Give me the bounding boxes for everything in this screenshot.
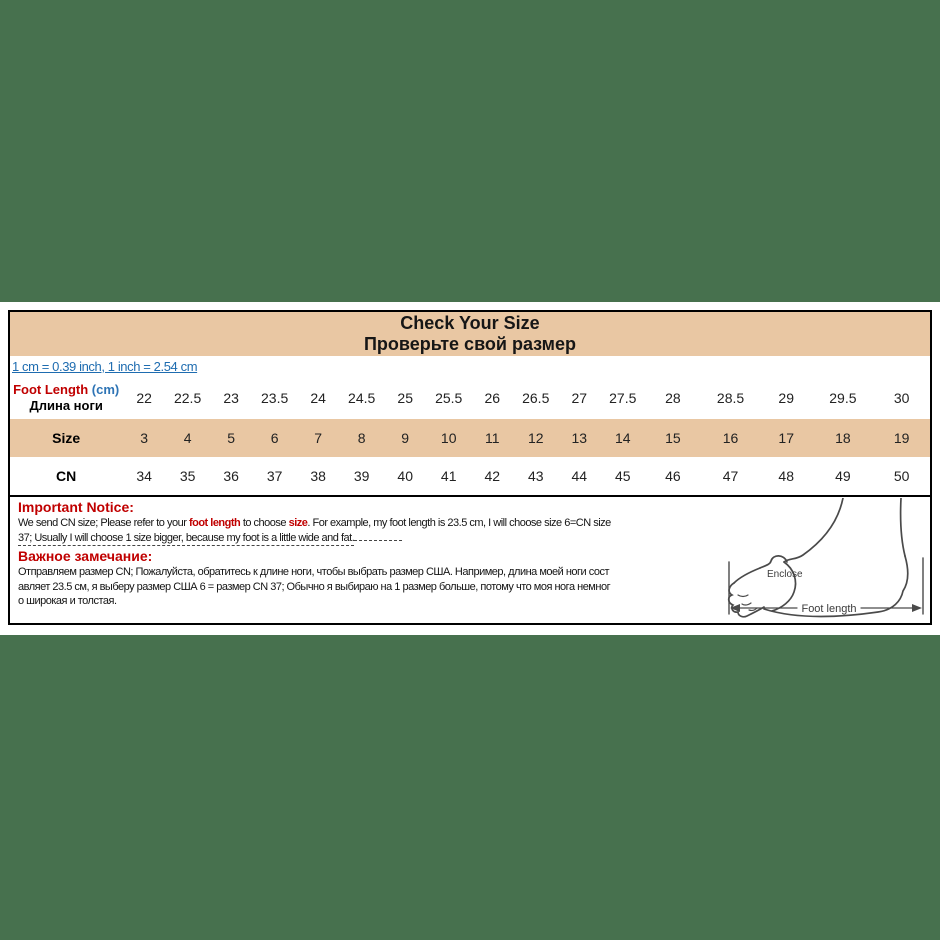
size-chart-panel (0, 302, 940, 635)
page-title-en: Check Your Size (400, 313, 540, 333)
foot-length-value: 23.5 (253, 377, 297, 419)
size-value: 11 (470, 419, 514, 457)
size-value: 9 (383, 419, 427, 457)
notice-ru-line2: авляет 23.5 см, я выберу размер США 6 = размер CN 37; Обычно я выбираю на 1 размер больше, потому что моя нога немног (18, 580, 611, 593)
foot-top-line (734, 568, 760, 583)
cn-value: 48 (760, 457, 813, 496)
cn-value: 36 (209, 457, 253, 496)
size-value: 12 (514, 419, 558, 457)
foot-measurement-diagram (727, 498, 927, 620)
page-title-ru: Проверьте свой размер (363, 334, 577, 354)
foot-length-label-ru: Длина ноги (29, 398, 103, 413)
cn-value: 35 (166, 457, 210, 496)
foot-length-value: 30 (873, 377, 931, 419)
cn-value: 34 (122, 457, 166, 496)
notice-en-line2: 37; Usually I will choose 1 size bigger, because my foot is a little wide and fat. (18, 531, 930, 546)
size-value: 10 (427, 419, 471, 457)
cn-value: 42 (470, 457, 514, 496)
conversion-row (9, 356, 931, 377)
foot-length-value: 27 (558, 377, 602, 419)
foot-length-value: 25 (383, 377, 427, 419)
foot-length-label-en: Foot Length (13, 382, 89, 397)
foot-length-row-label (9, 377, 122, 419)
cn-value: 50 (873, 457, 931, 496)
size-value: 6 (253, 419, 297, 457)
foot-length-value: 27.5 (601, 377, 645, 419)
cn-value: 41 (427, 457, 471, 496)
table-title-row (9, 311, 931, 356)
foot-length-value: 29.5 (813, 377, 874, 419)
size-value: 5 (209, 419, 253, 457)
foot-length-unit: (cm) (91, 382, 120, 397)
size-value: 8 (340, 419, 384, 457)
size-row-label: Size (52, 430, 81, 446)
notice-section (9, 496, 931, 624)
foot-length-value: 23 (209, 377, 253, 419)
notice-ru-line1: Отправляем размер CN; Пожалуйста, обратитесь к длине ноги, чтобы выбрать размер США. Например, длина моей ноги сост (18, 566, 610, 578)
cn-value: 46 (645, 457, 702, 496)
cn-value: 49 (813, 457, 874, 496)
cn-value: 45 (601, 457, 645, 496)
cn-value: 38 (296, 457, 340, 496)
size-value: 19 (873, 419, 931, 457)
cn-row-label: CN (56, 468, 77, 484)
size-value: 4 (166, 419, 210, 457)
cn-value: 37 (253, 457, 297, 496)
cn-value: 43 (514, 457, 558, 496)
size-value: 15 (645, 419, 702, 457)
size-value: 18 (813, 419, 874, 457)
size-highlight: size (288, 517, 308, 529)
foot-length-highlight: foot length (188, 517, 241, 529)
foot-length-label: Foot length (801, 603, 857, 615)
cn-value: 44 (558, 457, 602, 496)
foot-length-value: 26.5 (514, 377, 558, 419)
size-value: 16 (701, 419, 760, 457)
foot-front-leg-line (784, 498, 843, 562)
size-value: 17 (760, 419, 813, 457)
foot-length-value: 26 (470, 377, 514, 419)
foot-length-value: 25.5 (427, 377, 471, 419)
enclose-label: Enclose (767, 569, 803, 580)
size-value: 7 (296, 419, 340, 457)
cn-value: 40 (383, 457, 427, 496)
foot-length-value: 28.5 (701, 377, 760, 419)
arrowhead-right (912, 604, 922, 612)
notice-ru-line3: о широкая и толстая. (18, 595, 117, 607)
important-notice-heading-en: Important Notice: (18, 499, 134, 515)
size-value: 14 (601, 419, 645, 457)
foot-length-value: 24 (296, 377, 340, 419)
foot-length-value: 22.5 (166, 377, 210, 419)
foot-length-value: 28 (645, 377, 702, 419)
cn-value: 47 (701, 457, 760, 496)
foot-length-value: 29 (760, 377, 813, 419)
size-chart-table (8, 310, 932, 625)
important-notice-heading-ru: Важное замечание: (18, 548, 153, 564)
foot-instep-curve (760, 556, 787, 568)
foot-back-leg-line (901, 498, 905, 556)
foot-length-value: 22 (122, 377, 166, 419)
unit-conversion-link[interactable]: 1 cm = 0.39 inch, 1 inch = 2.54 cm (12, 358, 198, 374)
dash-line (354, 531, 402, 541)
cn-row (9, 457, 931, 496)
cn-value: 39 (340, 457, 384, 496)
foot-length-row (9, 377, 931, 419)
size-value: 13 (558, 419, 602, 457)
foot-length-value: 24.5 (340, 377, 384, 419)
size-row (9, 419, 931, 457)
foot-toes (729, 583, 764, 617)
notice-en-line1: We send CN size; Please refer to your foot length to choose size. For example, my foot length is 23.5 cm, I will choose size 6=CN size (18, 517, 611, 529)
size-value: 3 (122, 419, 166, 457)
